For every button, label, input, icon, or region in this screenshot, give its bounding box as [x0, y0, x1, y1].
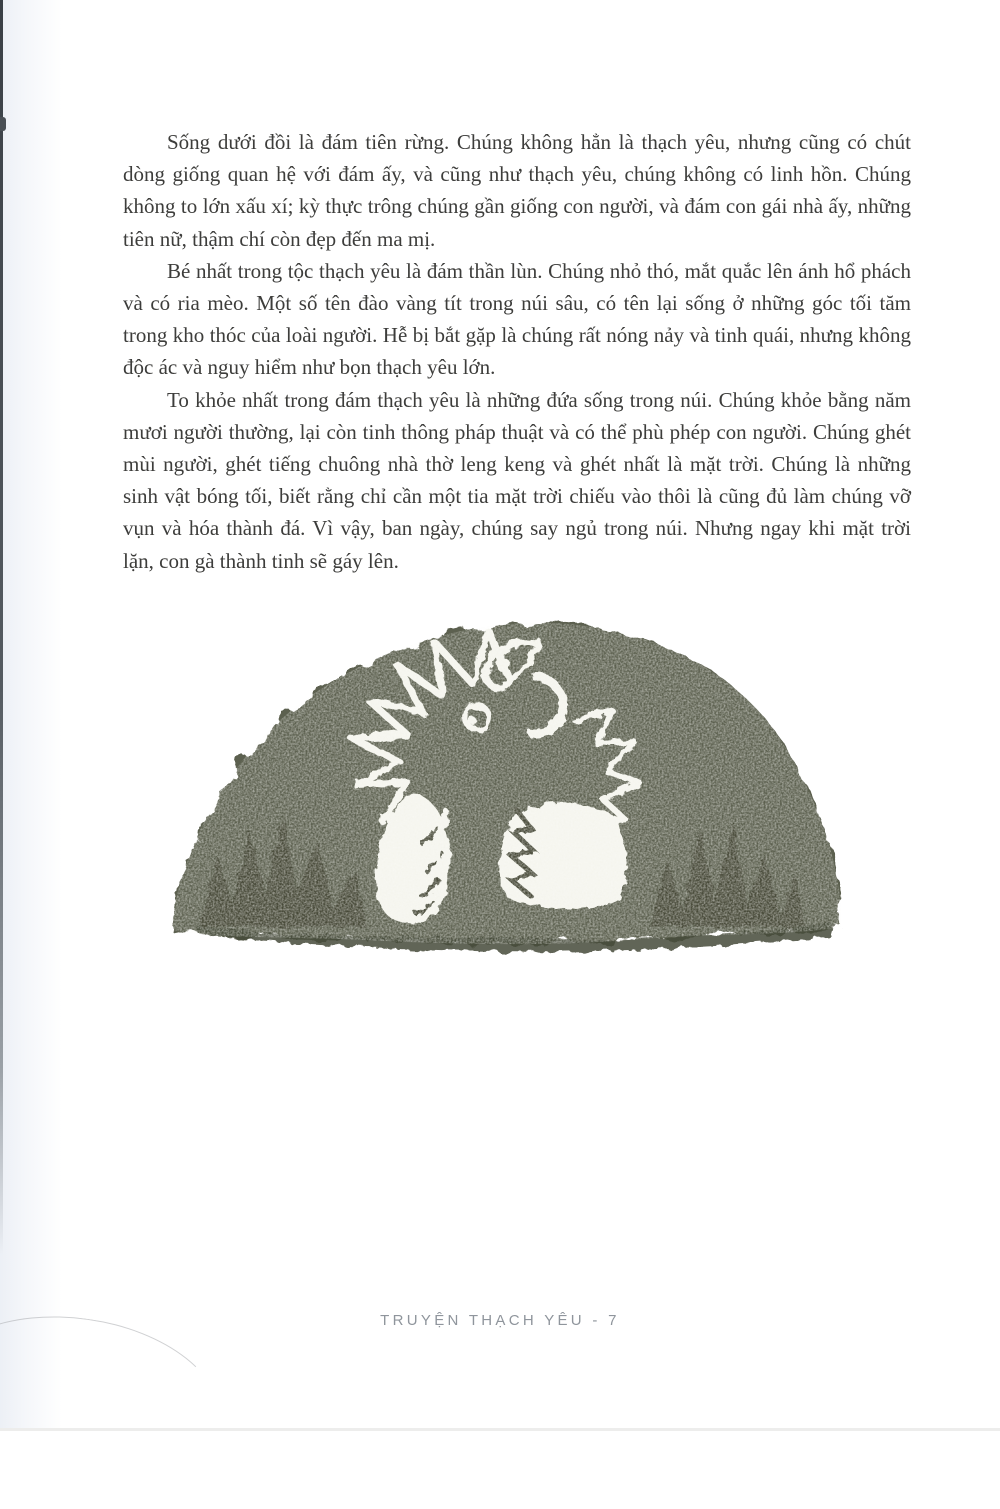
scan-left-edge-mark — [0, 117, 6, 131]
paragraph: Bé nhất trong tộc thạch yêu là đám thần lùn. Chúng nhỏ thó, mắt quắc lên ánh hổ phách và có ria mèo. Một số tên đào vàng tít trong núi sâu, có tên lại sống ở những góc tối tăm trong kho thóc của loài người. Hễ bị bắt gặp là chúng rất nóng nảy và tinh quái, nhưng không độc ác và nguy hiểm như bọn thạch yêu lớn. — [123, 258, 911, 380]
rooster-illustration — [155, 612, 865, 957]
scan-left-edge-line — [0, 0, 3, 1255]
scan-left-shadow — [0, 0, 62, 1431]
body-text — [123, 126, 911, 577]
paragraph: To khỏe nhất trong đám thạch yêu là những đứa sống trong núi. Chúng khỏe bằng năm mươi người thường, lại còn tinh thông pháp thuật và có thể phù phép con người. Chúng ghét mùi người, ghét tiếng chuông nhà thờ leng keng và ghét nhất là mặt trời. Chúng là những sinh vật bóng tối, biết rằng chỉ cần một tia mặt trời chiếu vào thôi là cũng đủ làm chúng vỡ vụn và hóa thành đá. Vì vậy, ban ngày, chúng say ngủ trong núi. Nhưng ngay khi mặt trời lặn, con gà thành tinh sẽ gáy lên. — [123, 387, 911, 573]
paragraph: Sống dưới đồi là đám tiên rừng. Chúng không hẳn là thạch yêu, nhưng cũng có chút dòng giống quan hệ với đám ấy, và cũng như thạch yêu, chúng không có linh hồn. Chúng không to lớn xấu xí; kỳ thực trông chúng gần giống con người, và đám con gái nhà ấy, những tiên nữ, thậm chí còn đẹp đến ma mị. — [123, 130, 911, 251]
page-curl-crease — [0, 1299, 233, 1509]
crayon-grain-texture — [155, 615, 865, 955]
page-footer-running-title: TRUYỆN THẠCH YÊU - 7 — [380, 1312, 620, 1329]
